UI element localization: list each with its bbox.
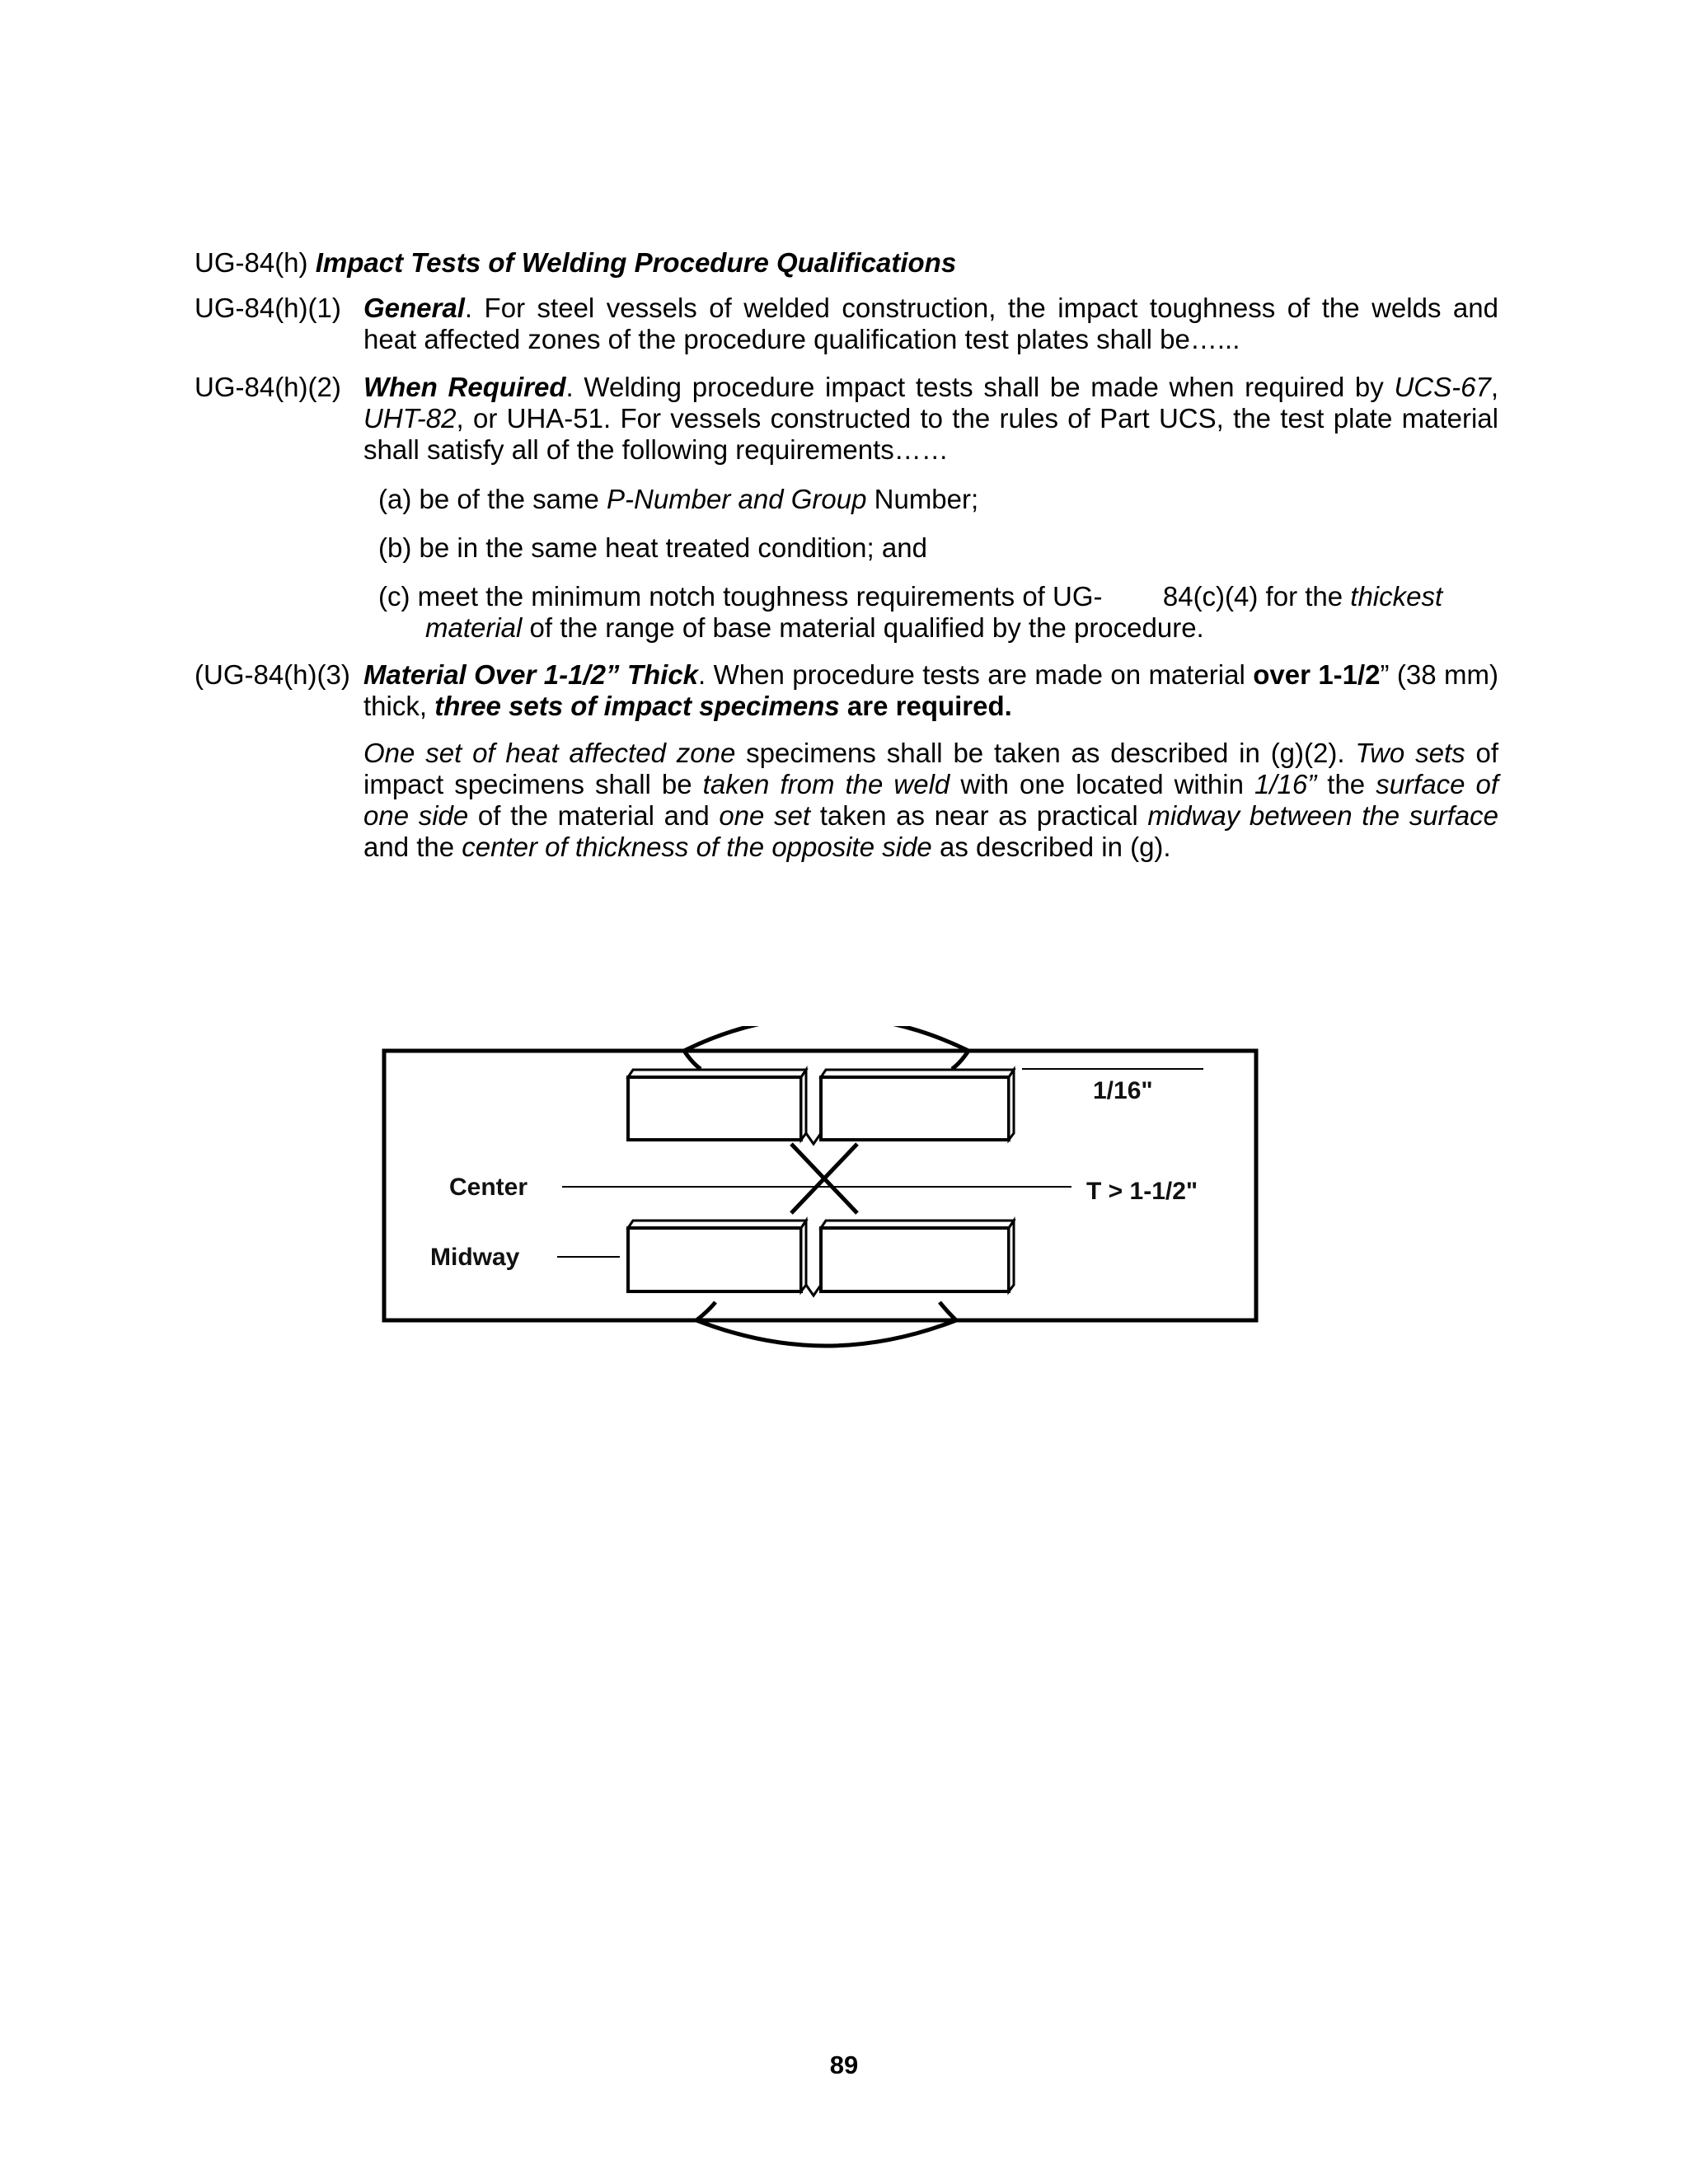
section-h3-body	[363, 659, 1498, 722]
section-h2-ref: UG-84(h)(2)	[195, 372, 341, 402]
weld-specimen-diagram	[379, 1026, 1286, 1372]
para-seg-3: Two sets	[1355, 738, 1465, 768]
section-h3-text2: ” (38 mm) thick,	[363, 659, 1498, 721]
section-heading	[195, 247, 956, 279]
section-h3-text1: . When procedure tests are made on material	[698, 659, 1254, 690]
label-midway: Midway	[430, 1244, 520, 1271]
para-seg-10: of the material and	[468, 800, 720, 831]
section-h3-ref: (UG-84(h)(3)	[195, 659, 350, 690]
item-a-suffix: Number;	[866, 484, 979, 514]
para-seg-16: as described in (g).	[931, 832, 1171, 862]
list-item-b: (b) be in the same heat treated condition; and	[378, 532, 927, 563]
heading-title: Impact Tests of Welding Procedure Qualifications	[315, 247, 957, 278]
para-seg-1: One set of heat affected zone	[363, 738, 736, 768]
section-h1-title: General	[363, 293, 465, 323]
page-number: 89	[829, 2050, 859, 2079]
section-h2-title: When Required	[363, 372, 566, 402]
para-seg-14: and the	[363, 832, 462, 862]
ref-uht-82: UHT-82	[363, 403, 457, 434]
list-item-c	[378, 581, 1498, 644]
heading-ref: UG-84(h)	[195, 247, 308, 278]
para-seg-8: the	[1316, 769, 1376, 799]
para-seg-7: 1/16”	[1254, 769, 1317, 799]
specimen-midway	[628, 1221, 1014, 1296]
ref-ucs-67: UCS-67	[1394, 372, 1491, 402]
para-seg-11: one set	[719, 800, 811, 831]
item-c-italic-1: thickest	[1350, 581, 1443, 612]
specimen-top	[628, 1070, 1014, 1144]
list-item-a	[378, 484, 1498, 515]
section-h2-comma: ,	[1490, 372, 1498, 402]
section-h3-bold1: over 1-1/2	[1253, 659, 1381, 690]
para-seg-12: taken as near as practical	[810, 800, 1148, 831]
label-center: Center	[449, 1174, 528, 1201]
item-a-prefix: (a) be of the same	[378, 484, 607, 514]
section-h3-bold2: are required.	[839, 691, 1012, 721]
para-seg-5: taken from the weld	[702, 769, 950, 799]
section-h1-ref: UG-84(h)(1)	[195, 293, 341, 323]
section-h2-text2: , or UHA-51. For vessels constructed to the rules of Part UCS, the test plate material shall satisfy all of the following requirements……	[363, 403, 1498, 465]
section-h1-body	[363, 293, 1498, 355]
para-seg-9: surface of one side	[363, 769, 1498, 831]
para-seg-13: midway between the surface	[1147, 800, 1498, 831]
section-h2-body	[363, 372, 1498, 466]
item-c-italic-2: material	[425, 612, 523, 643]
item-c-prefix: (c) meet the minimum notch toughness requirements of UG- 84(c)(4) for the	[378, 581, 1351, 612]
para-seg-2: specimens shall be taken as described in (g)(2).	[735, 738, 1356, 768]
para-seg-6: with one located within	[950, 769, 1255, 799]
label-thickness: T > 1-1/2"	[1086, 1178, 1198, 1205]
item-a-italic: P-Number and Group	[606, 484, 867, 514]
section-h2-text1: . Welding procedure impact tests shall be made when required by	[565, 372, 1395, 402]
section-h3-bolditalic: three sets of impact specimens	[434, 691, 840, 721]
section-h1-text: . For steel vessels of welded construction, the impact toughness of the welds and heat affected zones of the procedure qualification test plates shall be…...	[363, 293, 1498, 354]
para-seg-15: center of thickness of the opposite side	[462, 832, 932, 862]
specimen-paragraph	[363, 738, 1498, 863]
item-c-suffix: of the range of base material qualified by the procedure.	[522, 612, 1204, 643]
section-h3-title: Material Over 1-1/2” Thick	[363, 659, 699, 690]
para-seg-4: of impact specimens shall be	[363, 738, 1499, 799]
label-1-16: 1/16"	[1093, 1077, 1153, 1104]
